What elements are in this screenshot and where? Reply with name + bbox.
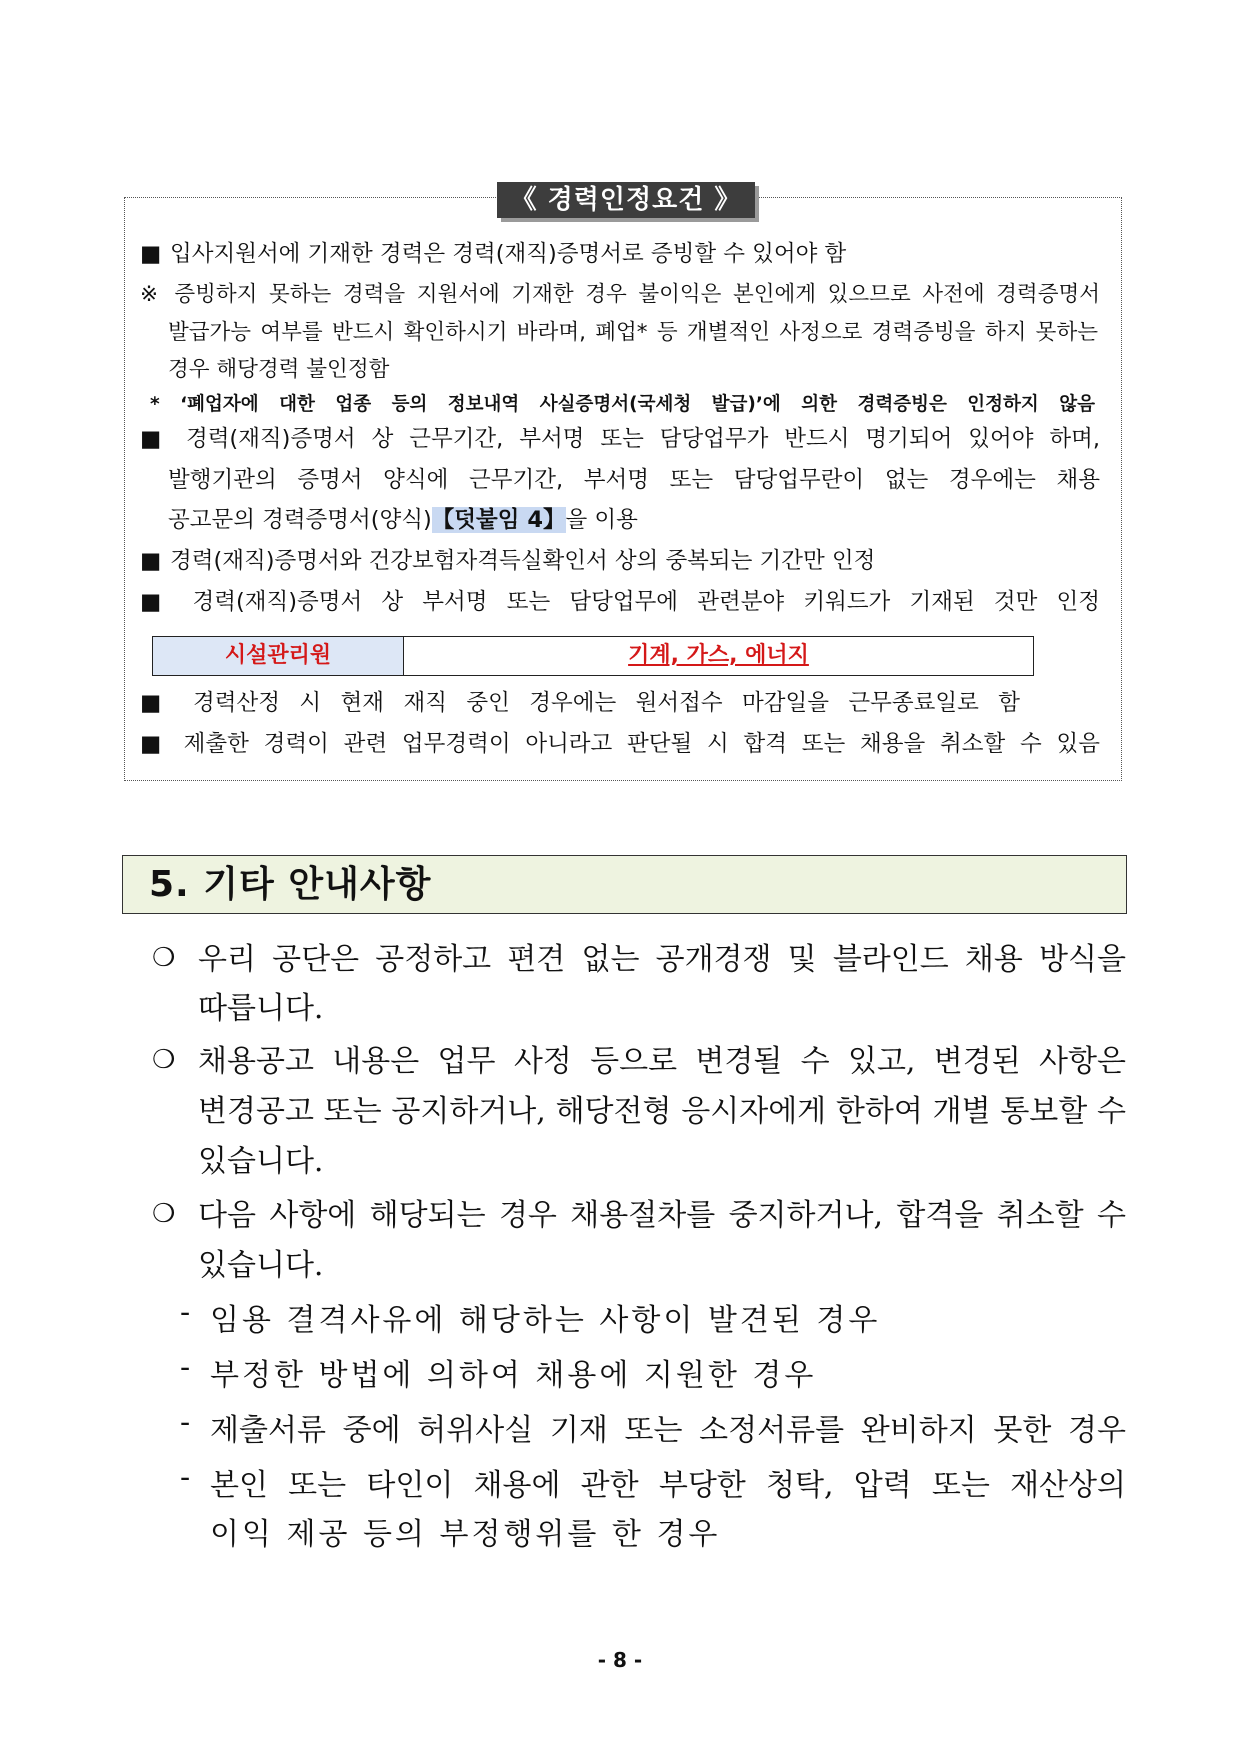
- dash-bullet: -: [180, 1460, 191, 1495]
- circle-bullet-icon: ❍: [152, 943, 176, 973]
- page-number: - 8 -: [597, 1648, 643, 1672]
- circle-bullet-icon: ❍: [152, 1199, 176, 1229]
- career-requirements-title: 《 경력인정요건 》: [497, 182, 755, 218]
- career-item-2-line-2: 발행기관의 증명서 양식에 근무기간, 부서명 또는 담당업무란이 없는 경우에는 채용: [168, 467, 1100, 493]
- career-item-5: ■ 경력산정 시 현재 재직 중인 경우에는 원서접수 마감일을 근무종료일로 함: [140, 690, 1021, 716]
- para-2-line-3: 있습니다.: [198, 1144, 324, 1179]
- career-footnote: * ‘폐업자에 대한 업종 등의 정보내역 사실증명서(국세청 발급)’에 의한 경력증빙은 인정하지 않음: [150, 394, 1095, 415]
- keyword-table-keywords: 기계, 가스, 에너지: [628, 643, 809, 668]
- career-note-line-1: ※ 증빙하지 못하는 경력을 지원서에 기재한 경우 불이익은 본인에게 있으므로 사전에 경력증명서: [140, 282, 1100, 307]
- career-item-2-line-3: 공고문의 경력증명서(양식)【덧붙임 4】을 이용: [168, 507, 638, 533]
- career-item-3: ■ 경력(재직)증명서와 건강보험자격득실확인서 상의 중복되는 기간만 인정: [140, 548, 876, 574]
- dash-bullet: -: [180, 1295, 191, 1330]
- para-1-line-2: 따릅니다.: [198, 991, 324, 1026]
- career-item-2-line-1: ■ 경력(재직)증명서 상 근무기간, 부서명 또는 담당업무가 반드시 명기되어 있어야 하며,: [140, 426, 1101, 452]
- career-note-line-3: 경우 해당경력 불인정함: [168, 357, 390, 382]
- career-item-6: ■ 제출한 경력이 관련 업무경력이 아니라고 판단될 시 합격 또는 채용을 취소할 수 있음: [140, 731, 1100, 757]
- sub-item-3: 제출서류 중에 허위사실 기재 또는 소정서류를 완비하지 못한 경우: [210, 1413, 1126, 1448]
- career-item-4: ■ 경력(재직)증명서 상 부서명 또는 담당업무에 관련분야 키워드가 기재된 것만 인정: [140, 589, 1101, 615]
- para-3-line-1: 다음 사항에 해당되는 경우 채용절차를 중지하거나, 합격을 취소할 수: [198, 1198, 1126, 1233]
- para-2-line-1: 채용공고 내용은 업무 사정 등으로 변경될 수 있고, 변경된 사항은: [198, 1044, 1126, 1079]
- section-5-title: 5. 기타 안내사항: [149, 864, 432, 905]
- keyword-table: [152, 636, 1034, 676]
- sub-item-1: 임용 결격사유에 해당하는 사항이 발견된 경우: [210, 1303, 881, 1338]
- career-item-1: ■ 입사지원서에 기재한 경력은 경력(재직)증명서로 증빙할 수 있어야 함: [140, 241, 847, 267]
- career-item-1-text: 입사지원서에 기재한 경력은 경력(재직)증명서로 증빙할 수 있어야 함: [170, 241, 847, 267]
- career-note-line-2: 발급가능 여부를 반드시 확인하시기 바라며, 폐업* 등 개별적인 사정으로 경력증빙을 하지 못하는: [168, 320, 1098, 345]
- sub-item-4-line-1: 본인 또는 타인이 채용에 관한 부당한 청탁, 압력 또는 재산상의: [210, 1468, 1126, 1503]
- para-3-line-2: 있습니다.: [198, 1248, 324, 1283]
- sub-item-4-line-2: 이익 제공 등의 부정행위를 한 경우: [210, 1517, 721, 1552]
- keyword-table-position: 시설관리원: [153, 637, 404, 675]
- circle-bullet-icon: ❍: [152, 1045, 176, 1075]
- para-1-line-1: 우리 공단은 공정하고 편견 없는 공개경쟁 및 블라인드 채용 방식을: [198, 942, 1126, 977]
- attachment-4-reference: 【덧붙임 4】: [431, 507, 566, 533]
- sub-item-2: 부정한 방법에 의하여 채용에 지원한 경우: [210, 1358, 817, 1393]
- para-2-line-2: 변경공고 또는 공지하거나, 해당전형 응시자에게 한하여 개별 통보할 수: [198, 1094, 1126, 1129]
- dash-bullet: -: [180, 1350, 191, 1385]
- dash-bullet: -: [180, 1405, 191, 1440]
